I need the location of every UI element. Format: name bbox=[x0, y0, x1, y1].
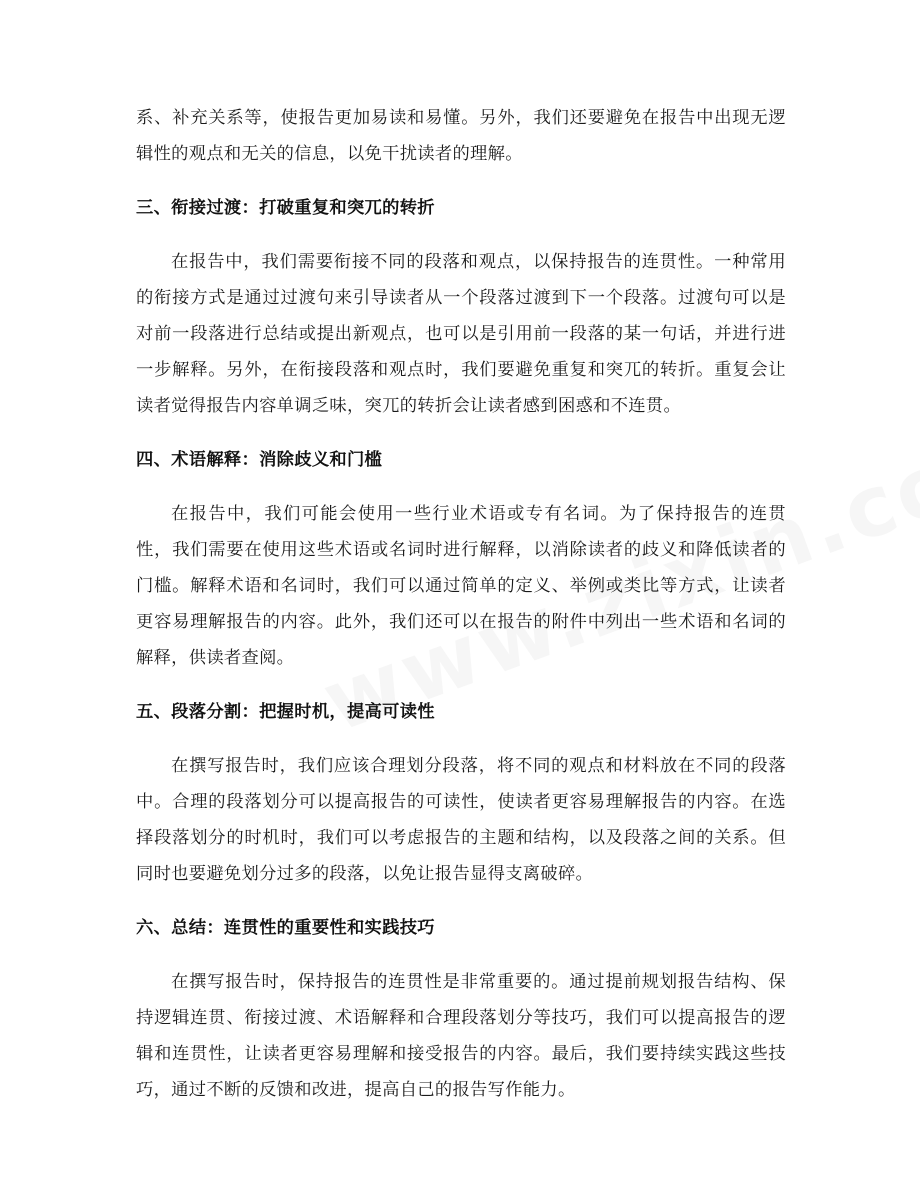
section-heading-3: 三、衔接过渡：打破重复和突兀的转折 bbox=[136, 198, 435, 218]
section-body-5: 在撰写报告时，我们应该合理划分段落，将不同的观点和材料放在不同的段落中。合理的段落划分可以提高报告的可读性，使读者更容易理解报告的内容。在选择段落划分的时机时，我们可以考虑报告的主题和结构，以及段落之间的关系。但同时也要避免划分过多的段落，以免让报告显得支离破碎。 bbox=[136, 756, 786, 884]
section-body-4: 在报告中，我们可能会使用一些行业术语或专有名词。为了保持报告的连贯性，我们需要在使用这些术语或名词时进行解释，以消除读者的歧义和降低读者的门槛。解释术语和名词时，我们可以通过简单的定义、举例或类比等方式，让读者更容易理解报告的内容。此外，我们还可以在报告的附件中列出一些术语和名词的解释，供读者查阅。 bbox=[136, 504, 786, 668]
intro-paragraph: 系、补充关系等，使报告更加易读和易懂。另外，我们还要避免在报告中出现无逻辑性的观点和无关的信息，以免干扰读者的理解。 bbox=[136, 108, 786, 164]
section-heading-4: 四、术语解释：消除歧义和门槛 bbox=[136, 450, 383, 470]
section-body-6: 在撰写报告时，保持报告的连贯性是非常重要的。通过提前规划报告结构、保持逻辑连贯、衔接过渡、术语解释和合理段落划分等技巧，我们可以提高报告的逻辑和连贯性，让读者更容易理解和接受报告的内容。最后，我们要持续实践这些技巧，通过不断的反馈和改进，提高自己的报告写作能力。 bbox=[136, 972, 786, 1100]
section-body-3: 在报告中，我们需要衔接不同的段落和观点，以保持报告的连贯性。一种常用的衔接方式是通过过渡句来引导读者从一个段落过渡到下一个段落。过渡句可以是对前一段落进行总结或提出新观点，也可以是引用前一段落的某一句话，并进行进一步解释。另外，在衔接段落和观点时，我们要避免重复和突兀的转折。重复会让读者觉得报告内容单调乏味，突兀的转折会让读者感到困惑和不连贯。 bbox=[136, 252, 786, 416]
document-body bbox=[136, 100, 786, 1108]
section-heading-6: 六、总结：连贯性的重要性和实践技巧 bbox=[136, 918, 435, 938]
section-heading-5: 五、段落分割：把握时机，提高可读性 bbox=[136, 702, 435, 722]
